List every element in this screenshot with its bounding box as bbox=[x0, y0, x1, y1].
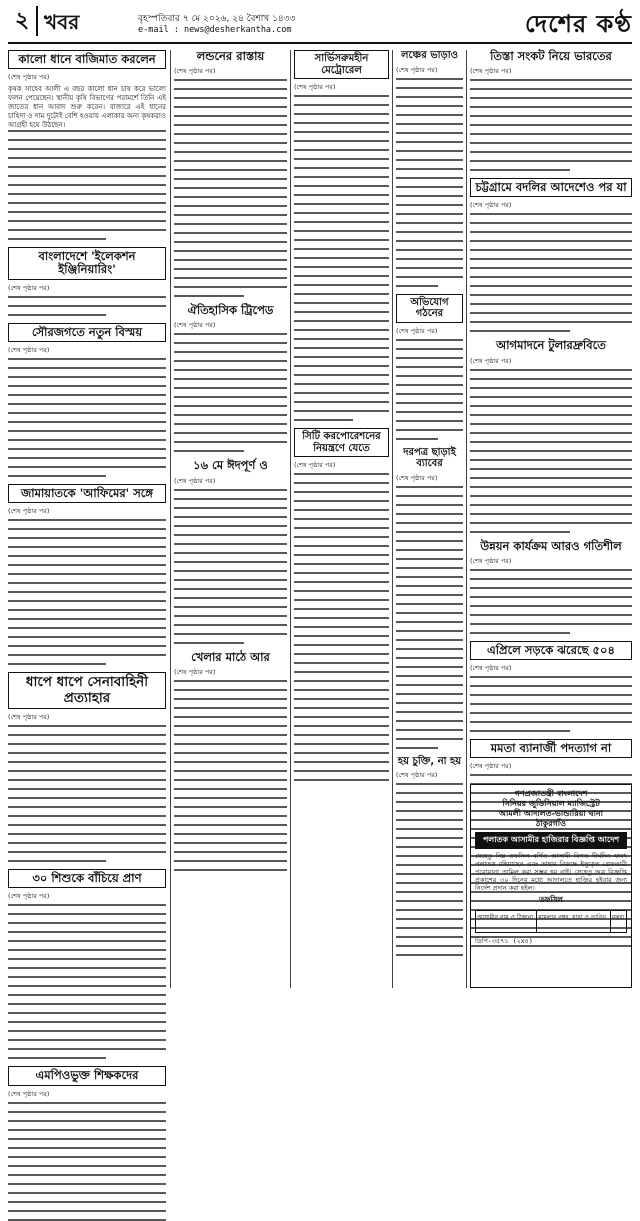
story-text bbox=[8, 519, 166, 665]
story-headline[interactable]: কালো ধানে বাজিমাত করলেন bbox=[8, 50, 166, 69]
story-byline: (শেষ পৃষ্ঠার পর) bbox=[396, 473, 438, 482]
story-headline[interactable]: মমতা ব্যানার্জী পদত্যাগ না bbox=[470, 739, 632, 758]
column-divider bbox=[466, 50, 467, 988]
court-notice bbox=[470, 784, 632, 988]
story-headline[interactable]: জামায়াতকে 'আফিমের' সঙ্গে bbox=[8, 484, 166, 503]
story bbox=[174, 304, 287, 452]
notice-schedule-label: তফসিল bbox=[539, 895, 563, 904]
notice-table-cell: মামলার নম্বর, ধারা ও তারিখ bbox=[537, 911, 610, 933]
dateline: বৃহস্পতিবার ৭ মে ২০২৬, ২৪ বৈশাখ ১৪৩৩ bbox=[138, 14, 296, 24]
column-2 bbox=[174, 50, 287, 988]
story-byline: (শেষ পৃষ্ঠার পর) bbox=[470, 762, 512, 771]
story-text bbox=[174, 79, 287, 297]
story bbox=[470, 641, 632, 732]
story-headline[interactable]: লঞ্চের ভাড়াও bbox=[401, 50, 458, 61]
story bbox=[8, 1066, 166, 1220]
story-byline: (শেষ পৃষ্ঠার পর) bbox=[8, 283, 50, 292]
story-text bbox=[396, 339, 463, 440]
story-byline: (শেষ পৃষ্ঠার পর) bbox=[8, 1089, 50, 1098]
story-byline: (শেষ পৃষ্ঠার পর) bbox=[8, 892, 50, 901]
notice-table-cell: আসামীর নাম ও ঠিকানা bbox=[476, 911, 537, 933]
story bbox=[8, 247, 166, 315]
story-text bbox=[396, 783, 463, 956]
story-headline[interactable]: চট্টগ্রামে বদলির আদেশেও পর যা bbox=[470, 178, 632, 197]
story-text bbox=[8, 1102, 166, 1221]
story-byline: (শেষ পৃষ্ঠার পর) bbox=[8, 345, 50, 354]
story-text bbox=[470, 569, 632, 634]
story bbox=[396, 756, 463, 957]
story bbox=[174, 459, 287, 643]
story-text bbox=[8, 130, 166, 240]
story-byline: (শেষ পৃষ্ঠার পর) bbox=[174, 321, 216, 330]
story-byline: (শেষ পৃষ্ঠার পর) bbox=[470, 556, 512, 565]
story-text bbox=[396, 78, 463, 287]
story-headline[interactable]: ৩০ শিশুকে বাঁচিয়ে প্রাণ bbox=[8, 869, 166, 888]
story-text bbox=[294, 473, 389, 781]
story-headline[interactable]: হয় চুক্তি, না হয় bbox=[397, 755, 462, 767]
notice-body: যেহেতু নিম্ন তফসিল বর্ণিত আসামী বিগত দীর্ঘদিন যাবৎ পলাতক রহিয়াছেন এবং তাহার বিরুদ্ধে ইস্যুকৃত গ্রেফতারী পরোয়ানা তামিল করা সম্ভব হয় নাই। সেহেতু অত্র বিজ্ঞপ্তি প্রকাশের ৩০ দিনের মধ্যে আদালতে হাজির হইবার জন্য নির্দেশ প্রদান করা হইল। bbox=[475, 852, 627, 892]
story-headline[interactable]: ১৬ মে ঈদপূর্ণ ও bbox=[193, 458, 268, 473]
story-byline: (শেষ পৃষ্ঠার পর) bbox=[396, 326, 438, 335]
story-headline[interactable]: সার্ভিসরুমহীন মেট্রোরেল bbox=[294, 50, 389, 79]
story-text bbox=[174, 680, 287, 871]
story-headline[interactable]: খেলার মাঠে আর bbox=[191, 649, 270, 664]
story-headline[interactable]: ধাপে ধাপে সেনাবাহিনী প্রত্যাহার bbox=[8, 672, 166, 709]
story-byline: (শেষ পৃষ্ঠার পর) bbox=[396, 771, 438, 779]
story bbox=[470, 540, 632, 634]
story-byline: (শেষ পৃষ্ঠার পর) bbox=[8, 713, 50, 722]
story-headline[interactable]: উন্নয়ন কার্যক্রম আরও গতিশীল bbox=[480, 538, 622, 553]
story-headline[interactable]: বাংলাদেশে 'ইলেকশন ইঞ্জিনিয়ারিং' bbox=[8, 247, 166, 279]
story bbox=[8, 869, 166, 1059]
column-divider bbox=[290, 50, 291, 988]
notice-title-line: আমলী আদালত-ভান্ডারিয়া থানা bbox=[498, 809, 604, 818]
notice-subtitle: পলাতক আসামীর হাজিরার বিজ্ঞপ্তি আদেশ bbox=[475, 832, 627, 849]
story-headline[interactable]: আগমাদনে টুলারদ্রুবিতে bbox=[496, 338, 606, 353]
section-title: খবর bbox=[44, 10, 80, 34]
story-byline: (শেষ পৃষ্ঠার পর) bbox=[174, 476, 216, 485]
story bbox=[470, 339, 632, 532]
story-text bbox=[174, 489, 287, 644]
story-headline[interactable]: অভিযোগ গঠনের bbox=[396, 294, 463, 323]
story-text bbox=[8, 725, 166, 862]
story-headline[interactable]: সিটি করপোরেশনের নিয়ন্ত্রণে যেতে bbox=[294, 428, 389, 457]
story-text bbox=[470, 369, 632, 533]
story-text bbox=[8, 904, 166, 1059]
email-link[interactable]: e-mail : news@desherkantha.com bbox=[138, 25, 292, 35]
notice-title-line: গণপ্রজাতন্ত্রী বাংলাদেশ bbox=[514, 789, 588, 798]
story-byline: (শেষ পৃষ্ঠার পর) bbox=[294, 461, 336, 469]
notice-table-cell: মন্তব্য bbox=[610, 911, 626, 933]
story-headline[interactable]: তিস্তা সংকট নিয়ে ভারতের bbox=[490, 49, 612, 63]
column-divider bbox=[170, 50, 171, 988]
story bbox=[294, 428, 389, 781]
story bbox=[8, 484, 166, 665]
story-text bbox=[396, 486, 463, 749]
story-byline: (শেষ পৃষ্ঠার পর) bbox=[470, 67, 512, 76]
story bbox=[396, 294, 463, 440]
page-number: ২ bbox=[8, 6, 38, 36]
story bbox=[174, 651, 287, 871]
story-headline[interactable]: দরপত্র ছাড়াই ব্যাবের bbox=[403, 446, 456, 469]
notice-code: ডিপি-৩৫৭১ (২x৪) bbox=[475, 937, 533, 945]
story-byline: (শেষ পৃষ্ঠার পর) bbox=[8, 73, 50, 82]
story-text bbox=[8, 296, 166, 316]
story bbox=[396, 447, 463, 749]
column-divider bbox=[392, 50, 393, 988]
masthead bbox=[8, 6, 632, 44]
story-headline[interactable]: লন্ডনের রাস্তায় bbox=[196, 49, 265, 63]
story-headline[interactable]: এপ্রিলে সড়কে ঝরেছে ৫০৪ bbox=[470, 641, 632, 660]
story-text bbox=[294, 95, 389, 421]
story bbox=[396, 50, 463, 287]
story-byline: (শেষ পৃষ্ঠার পর) bbox=[294, 83, 336, 91]
story-text bbox=[470, 213, 632, 332]
story-text bbox=[174, 333, 287, 452]
story-byline: (শেষ পৃষ্ঠার পর) bbox=[470, 664, 512, 673]
story-headline[interactable]: সৌরজগতে নতুন বিস্ময় bbox=[8, 323, 166, 342]
story-text bbox=[470, 676, 632, 732]
story-byline: (শেষ পৃষ্ঠার পর) bbox=[174, 67, 216, 76]
column-1 bbox=[8, 50, 167, 1098]
story-body: কৃষক সাহেব আলী এ বছর কালো ধান চাষ করে ভালো ফলন পেয়েছেন। স্থানীয় কৃষি বিভাগের পরামর্শে তিনি এই জাতের ধান আবাদ শুরু করেন। বাজারে এই ধানের চাহিদা ও দাম দুটোই বেশি হওয়ায় এলাকার অন্য কৃষকরাও আগ্রহী হয়ে উঠছেন। bbox=[8, 85, 167, 130]
notice-title-line: সিনিয়র জুডিসিয়াল ম্যাজিস্ট্রেট bbox=[502, 799, 600, 808]
story bbox=[8, 672, 166, 862]
story bbox=[8, 50, 166, 240]
story bbox=[8, 323, 166, 477]
story bbox=[174, 50, 287, 297]
story-byline: (শেষ পৃষ্ঠার পর) bbox=[396, 65, 438, 74]
column-3 bbox=[294, 50, 389, 988]
story-byline: (শেষ পৃষ্ঠার পর) bbox=[470, 201, 512, 210]
story-byline: (শেষ পৃষ্ঠার পর) bbox=[8, 507, 50, 516]
story-headline[interactable]: ঐতিহাসিক ট্রিপেড bbox=[187, 303, 274, 318]
brand-logo: দেশের কণ্ঠ bbox=[524, 10, 632, 38]
story-byline: (শেষ পৃষ্ঠার পর) bbox=[470, 356, 512, 365]
story-text bbox=[8, 358, 166, 477]
story bbox=[470, 178, 632, 332]
story bbox=[470, 50, 632, 171]
notice-table bbox=[475, 910, 627, 933]
notice-title-line: ঠাকুরগাঁও bbox=[535, 819, 567, 828]
story bbox=[294, 50, 389, 421]
story-text bbox=[470, 79, 632, 171]
column-5 bbox=[470, 50, 632, 780]
column-4 bbox=[396, 50, 463, 988]
story-byline: (শেষ পৃষ্ঠার পর) bbox=[174, 667, 216, 676]
story-headline[interactable]: এমপিওভুক্ত শিক্ষকদের bbox=[8, 1066, 166, 1085]
